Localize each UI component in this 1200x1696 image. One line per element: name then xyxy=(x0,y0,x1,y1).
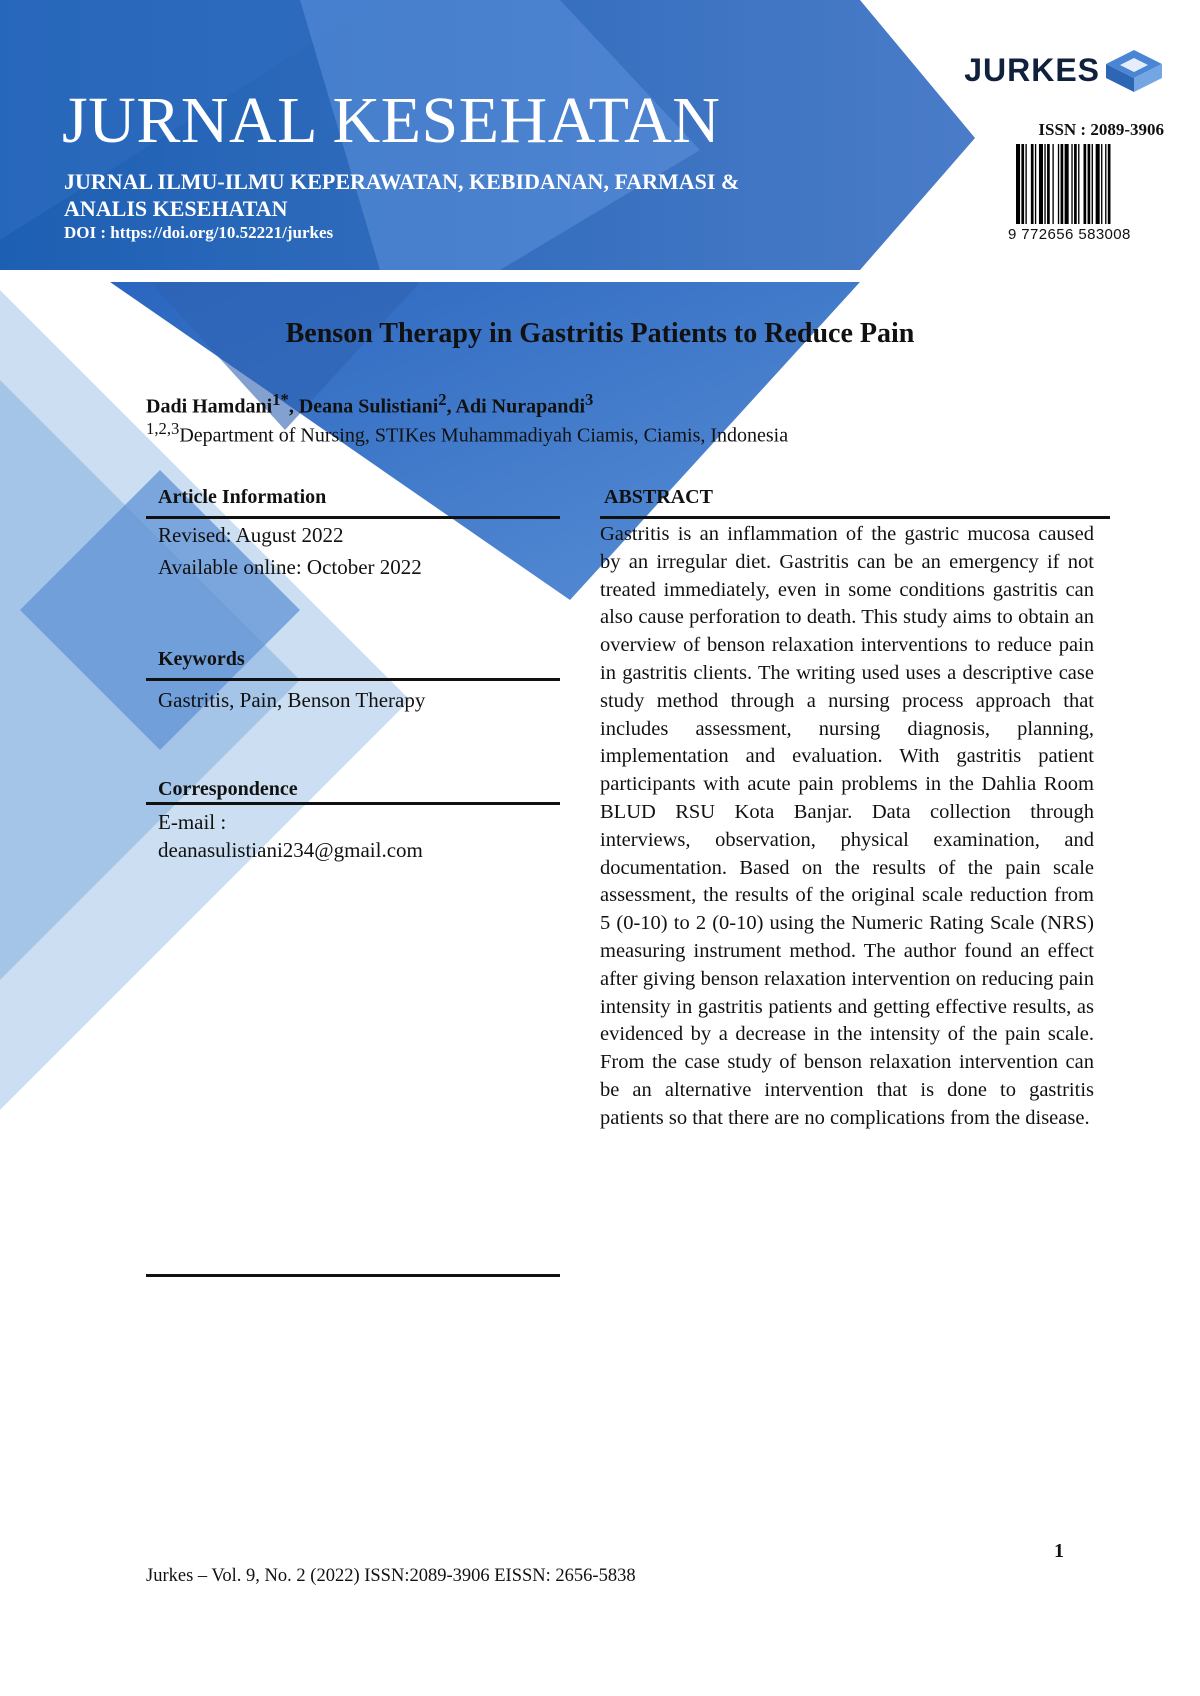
barcode-bar xyxy=(1101,144,1102,224)
page-number: 1 xyxy=(1054,1540,1064,1562)
barcode-bar xyxy=(1047,144,1050,224)
article-info-rule xyxy=(146,516,560,519)
barcode-bar xyxy=(1071,144,1072,224)
barcode-bar xyxy=(1016,144,1020,224)
left-column-bottom-rule xyxy=(146,1274,560,1277)
footer-citation: Jurkes – Vol. 9, No. 2 (2022) ISSN:2089-3906 EISSN: 2656-5838 xyxy=(146,1566,636,1586)
barcode-bar xyxy=(1108,144,1111,224)
barcode-bar xyxy=(1074,144,1077,224)
abstract-rule xyxy=(600,516,1110,519)
barcode-bar xyxy=(1058,144,1059,224)
barcode-bar xyxy=(1061,144,1064,224)
barcode-bar xyxy=(1065,144,1069,224)
barcode-bar xyxy=(1084,144,1087,224)
keywords-rule xyxy=(146,678,560,681)
barcode-bar xyxy=(1105,144,1106,224)
article-title: Benson Therapy in Gastritis Patients to Reduce Pain xyxy=(285,318,915,349)
barcode-bar xyxy=(1031,144,1034,224)
barcode xyxy=(1016,144,1166,230)
white-separator xyxy=(0,270,1200,282)
affiliation-text: Department of Nursing, STIKes Muhammadiyah Ciamis, Ciamis, Indonesia xyxy=(179,424,789,447)
author-name: Deana Sulistiani xyxy=(298,395,439,418)
correspondence-rule xyxy=(146,802,560,805)
author-separator: , xyxy=(446,395,456,418)
barcode-bar xyxy=(1052,144,1053,224)
author-name: Adi Nurapandi xyxy=(455,395,586,418)
correspondence-heading: Correspondence xyxy=(158,778,298,800)
author-affiliation-mark: 1* xyxy=(272,390,289,409)
barcode-bar xyxy=(1092,144,1093,224)
cube-logo-icon xyxy=(1104,48,1164,94)
issn-label: ISSN : 2089-3906 xyxy=(1038,120,1164,139)
email-address[interactable]: deanasulistiani234@gmail.com xyxy=(158,838,423,862)
affiliation-mark: 1,2,3 xyxy=(146,419,180,438)
email-label: E-mail : xyxy=(158,810,227,834)
barcode-bar xyxy=(1044,144,1045,224)
barcode-bar xyxy=(1025,144,1026,224)
barcode-bar xyxy=(1088,144,1091,224)
journal-doi[interactable]: DOI : https://doi.org/10.52221/jurkes xyxy=(64,223,334,242)
author-name: Dadi Hamdani xyxy=(146,395,273,418)
revised-date: Revised: August 2022 xyxy=(158,523,344,547)
author-affiliation-mark: 3 xyxy=(585,390,594,409)
author-affiliation-mark: 2 xyxy=(438,390,447,409)
journal-subtitle: JURNAL ILMU-ILMU KEPERAWATAN, KEBIDANAN, FARMASI & ANALIS KESEHATAN xyxy=(64,169,740,221)
author-separator: , xyxy=(288,395,299,418)
brand-logo-text: JURKES xyxy=(964,52,1100,88)
abstract-text: Gastritis is an inflammation of the gastric mucosa caused by an irregular diet. Gastritis can be an emergency if not treated immediately, even in some conditions gastritis can also cause perforation to death. This study aims to obtain an overview of benson relaxation interventions to reduce pain in gastritis clients. The writing used uses a descriptive case study method through a nursing process approach that includes assessment, nursing diagnosis, planning, implementation and evaluation. With gastritis patient participants with acute pain problems in the Dahlia Room BLUD RSU Kota Banjar. Data collection through interviews, observation, physical examination, and documentation. Based on the results of the pain scale assessment, the results of the original scale reduction from 5 (0-10) to 2 (0-10) using the Numeric Rating Scale (NRS) measuring instrument method. The author found an effect after giving benson relaxation intervention on reducing pain intensity in gastritis patients and getting effective results, as evidenced by a decrease in the intensity of the pain scale. From the case study of benson relaxation intervention can be an alternative intervention that is done to gastritis patients so that there are no complications from the disease. xyxy=(600,523,1094,1129)
journal-title: JURNAL KESEHATAN xyxy=(62,84,721,157)
barcode-bar xyxy=(1096,144,1100,224)
affiliation xyxy=(146,419,788,448)
barcode-bar xyxy=(1035,144,1036,224)
available-date: Available online: October 2022 xyxy=(158,555,422,579)
abstract-heading: ABSTRACT xyxy=(604,486,713,508)
barcode-bar xyxy=(1078,144,1079,224)
keywords-heading: Keywords xyxy=(158,648,245,670)
author-list xyxy=(146,390,593,419)
article-info-heading: Article Information xyxy=(158,486,327,508)
barcode-bar xyxy=(1021,144,1024,224)
keywords-list: Gastritis, Pain, Benson Therapy xyxy=(158,688,426,712)
barcode-bar xyxy=(1039,144,1043,224)
barcode-digits: 9 772656 583008 xyxy=(1008,226,1131,243)
